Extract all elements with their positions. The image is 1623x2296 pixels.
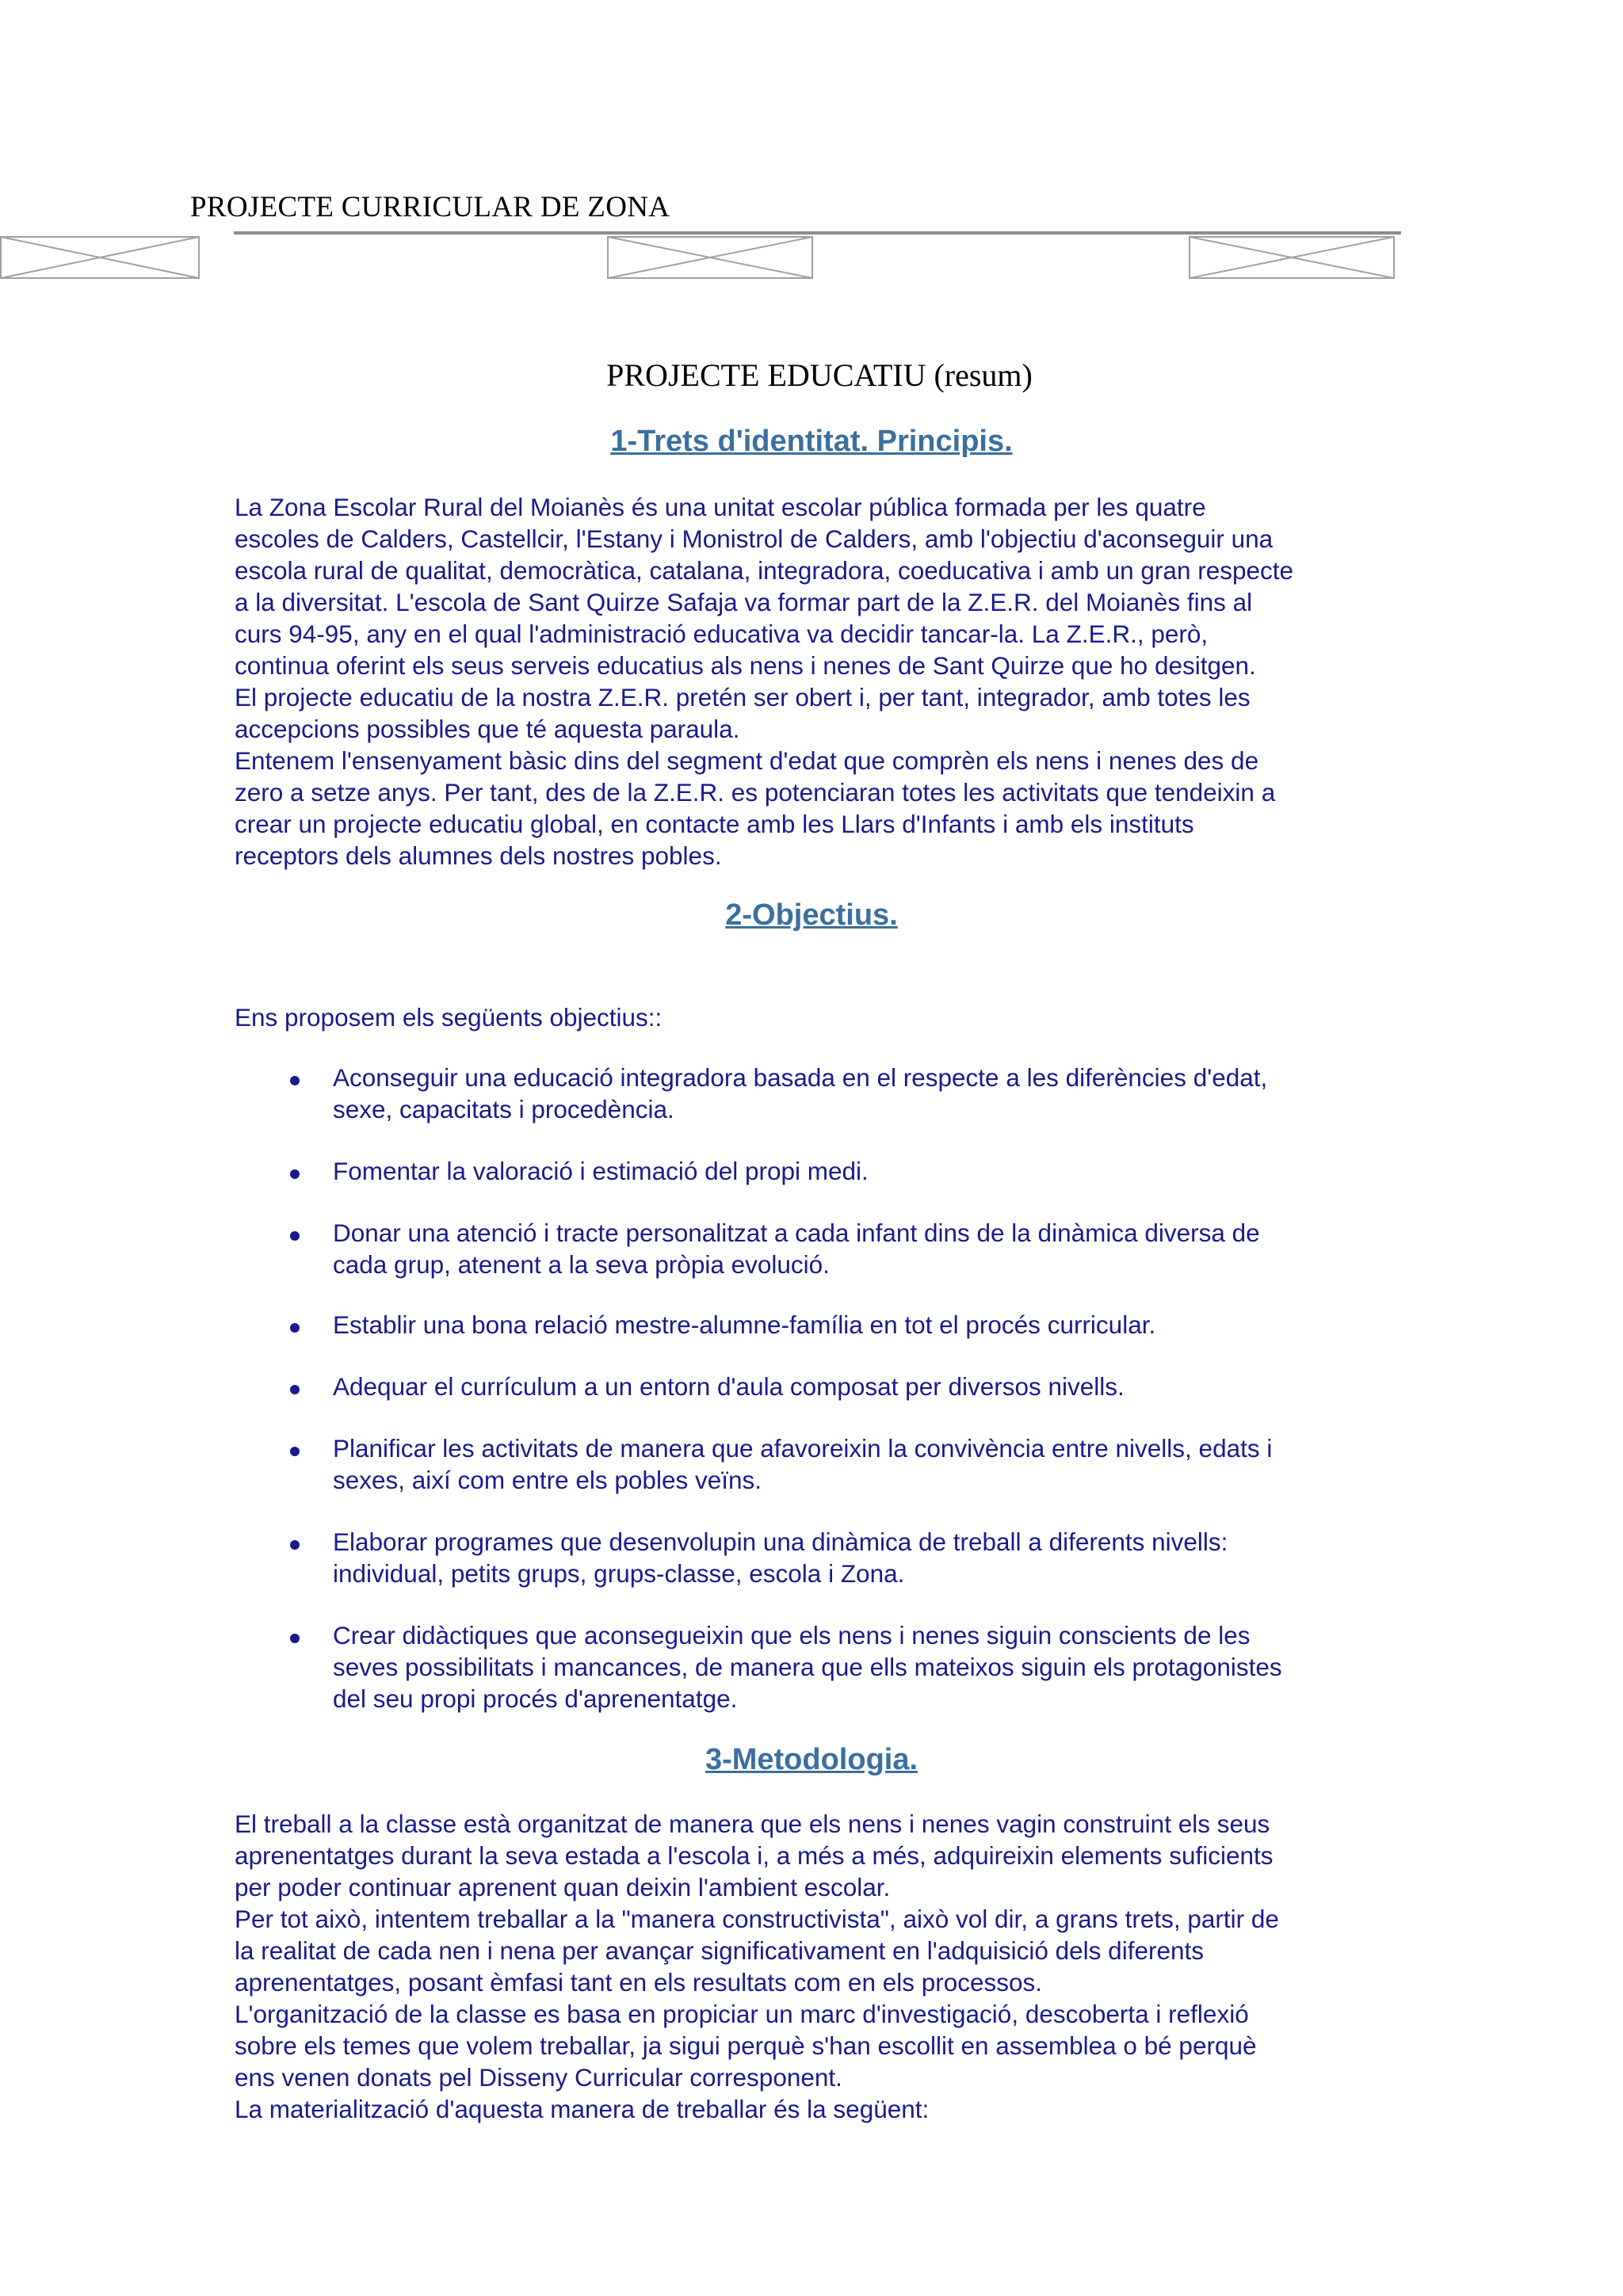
list-item: Fomentar la valoració i estimació del propi medi. — [333, 1157, 869, 1185]
image-placeholder-center — [607, 236, 813, 279]
bullet-icon — [290, 1447, 300, 1456]
section-heading-methodology: 3-Metodologia. — [705, 1743, 918, 1776]
list-item: Establir una bona relació mestre-alumne-família en tot el procés curricular. — [333, 1310, 1156, 1339]
section-heading-identity: 1-Trets d'identitat. Principis. — [610, 425, 1013, 458]
header-title: PROJECTE CURRICULAR DE ZONA — [190, 191, 670, 223]
image-placeholder-right — [1189, 236, 1395, 279]
section-heading-objectives: 2-Objectius. — [725, 898, 898, 932]
list-item: Adequar el currículum a un entorn d'aula composat per diversos nivells. — [333, 1372, 1125, 1401]
header-rule — [234, 231, 1401, 235]
section-paragraph-identity: La Zona Escolar Rural del Moianès és una unitat escolar pública formada per les quatre escoles de Calders, Castellcir, l'Estany i Monistrol de Calders, amb l'objectiu d'aconseguir una escola rural de qualitat, democràtica, catalana, integradora, coeducativa i amb un gran respecte a la diversitat. L'escola de Sant Quirze Safaja va formar part de la Z.E.R. del Moianès fins al curs 94-95, any en el qual l'administració educativa va decidir tancar-la. La Z.E.R., però, continua oferint els seus serveis educatius als nens i nenes de Sant Quirze que ho desitgen. El projecte educatiu de la nostra Z.E.R. pretén ser obert i, per tant, integrador, amb totes les accepcions possibles que té aquesta paraula. Entenem l'ensenyament bàsic dins del segment d'edat que comprèn els nens i nenes des de zero a setze anys. Per tant, des de la Z.E.R. es potenciaran totes les activitats que tendeixin a crear un projecte educatiu global, en contacte amb les Llars d'Infants i amb els instituts receptors dels alumnes dels nostres pobles. — [235, 493, 1294, 870]
bullet-icon — [290, 1385, 300, 1394]
bullet-icon — [290, 1634, 300, 1643]
list-item: Aconseguir una educació integradora basada en el respecte a les diferències d'edat, sexe, capacitats i procedència. — [333, 1063, 1268, 1123]
section-paragraph-methodology: El treball a la classe està organitzat de manera que els nens i nenes vagin construint els seus aprenentatges durant la seva estada a l'escola i, a més a més, adquireixin elements suficients per poder continuar aprenent quan deixin l'ambient escolar. Per tot això, intentem treballar a la "manera constructivista", això vol dir, a grans trets, partir de la realitat de cada nen i nena per avançar significativament en l'adquisició dels diferents aprenentatges, posant èmfasi tant en els resultats com en els processos. L'organització de la classe es basa en propiciar un marc d'investigació, descoberta i reflexió sobre els temes que volem treballar, ja sigui perquè s'han escollit en assemblea o bé perquè ens venen donats pel Disseny Curricular corresponent. La materialització d'aquesta manera de treballar és la següent: — [235, 1810, 1279, 2123]
objectives-intro: Ens proposem els següents objectius:: — [235, 1003, 663, 1032]
image-placeholder-left — [0, 236, 200, 279]
list-item: Elaborar programes que desenvolupin una dinàmica de treball a diferents nivells: individual, petits grups, grups-classe, escola i Zona. — [333, 1527, 1228, 1588]
bullet-icon — [290, 1231, 300, 1241]
bullet-icon — [290, 1076, 300, 1085]
bullet-icon — [290, 1169, 300, 1179]
bullet-icon — [290, 1323, 300, 1333]
list-item: Planificar les activitats de manera que afavoreixin la convivència entre nivells, edats i sexes, així com entre els pobles veïns. — [333, 1434, 1273, 1494]
list-item: Donar una atenció i tracte personalitzat a cada infant dins de la dinàmica diversa de cada grup, atenent a la seva pròpia evolució. — [333, 1219, 1260, 1279]
document-title: PROJECTE EDUCATIU (resum) — [606, 357, 1033, 393]
list-item: Crear didàctiques que aconsegueixin que els nens i nenes siguin conscients de les seves possibilitats i mancances, de manera que ells mateixos siguin els protagonistes del seu propi procés d'aprenentatge. — [333, 1621, 1282, 1713]
bullet-icon — [290, 1540, 300, 1550]
